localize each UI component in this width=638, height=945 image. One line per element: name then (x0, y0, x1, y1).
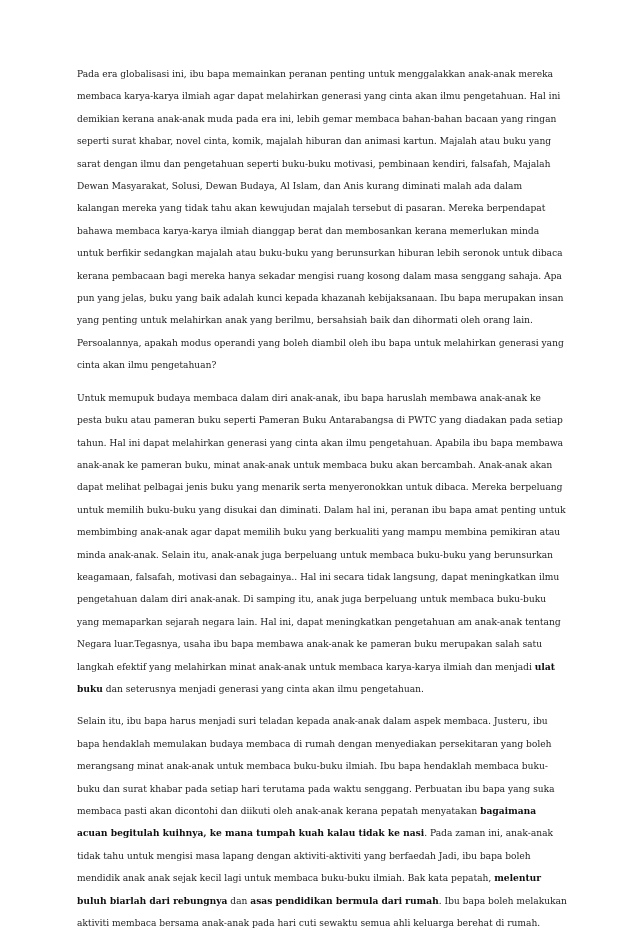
paragraph-text: Untuk memupuk budaya membaca dalam diri anak-anak, ibu bapa haruslah membawa anak-anak ke pesta buku atau pameran buku seperti Pameran Buku Antarabangsa di PWTC yang diadakan pada setiap tahun. Hal ini dapat melahirkan generasi yang cinta akan ilmu pengetahuan. Apabila ibu bapa membawa anak-anak ke pameran buku, minat anak-anak untuk membaca buku akan bercambah. Anak-anak akan dapat melihat pelbagai jenis buku yang menarik serta menyeronokkan untuk dibaca. Mereka berpeluang untuk memilih buku-buku yang disukai dan diminati. Dalam hal ini, peranan ibu bapa amat penting untuk membimbing anak-anak agar dapat memilih buku yang berkualiti yang mampu membina pemikiran atau minda anak-anak. Selain itu, anak-anak juga berpeluang untuk membaca buku-buku yang berunsurkan keagamaan, falsafah, motivasi dan sebagainya.. Hal ini secara tidak langsung, dapat meningkatkan ilmu pengetahuan dalam diri anak-anak. Di samping itu, anak juga berpeluang untuk membaca buku-buku yang memaparkan sejarah negara lain. Hal ini, dapat meningkatkan pengetahuan am anak-anak tentang Negara luar.Tegasnya, usaha ibu bapa membawa anak-anak ke pameran buku merupakan salah satu langkah efektif yang melahirkan minat anak-anak untuk membaca karya-karya ilmiah dan menjadi (77, 393, 566, 673)
paragraph-text: Pada era globalisasi ini, ibu bapa memainkan peranan penting untuk menggalakkan anak-anak mereka membaca karya-karya ilmiah agar dapat melahirkan generasi yang cinta akan ilmu pengetahuan. Hal ini demikian kerana anak-anak muda pada era ini, lebih gemar membaca bahan-bahan bacaan yang ringan seperti surat khabar, novel cinta, komik, majalah hiburan dan animasi kartun. Majalah atau buku yang sarat dengan ilmu dan pengetahuan seperti buku-buku motivasi, pembinaan kendiri, falsafah, Majalah Dewan Masyarakat, Solusi, Dewan Budaya, Al Islam, dan Anis kurang diminati malah ada dalam kalangan mereka yang tidak tahu akan kewujudan majalah tersebut di pasaran. Mereka berpendapat bahawa membaca karya-karya ilmiah dianggap berat dan membosankan kerana memerlukan minda untuk berfikir sedangkan majalah atau buku-buku yang berunsurkan hiburan lebih seronok untuk dibaca kerana pembacaan bagi mereka hanya sekadar mengisi ruang kosong dalam masa senggang sahaja. Apa pun yang jelas, buku yang baik adalah kunci kepada khazanah kebijaksanaan. Ibu bapa merupakan insan yang penting untuk melahirkan anak yang berilmu, bersahsiah baik dan dihormati oleh orang lain. Persoalannya, apakah modus operandi yang boleh diambil oleh ibu bapa untuk melahirkan generasi yang cinta akan ilmu pengetahuan? (77, 70, 564, 372)
paragraph-text: . Pada zaman ini, anak-anak tidak tahu untuk mengisi masa lapang dengan aktiviti-aktiviti yang berfaedah Jadi, ibu bapa boleh mendidik anak anak sejak kecil lagi untuk membaca buku-buku ilmiah. Bak kata pepatah, (77, 829, 554, 885)
bold-proverb: bagaimana acuan begitulah kuihnya, ke mana tumpah kuah kalau tidak ke nasi (77, 806, 537, 840)
paragraph-text: dan seterusnya menjadi generasi yang cinta akan ilmu pengetahuan. (102, 684, 424, 695)
paragraph-introduction (77, 64, 567, 378)
paragraph-text: Selain itu, ibu bapa harus menjadi suri teladan kepada anak-anak dalam aspek membaca. Justeru, ibu bapa hendaklah memulakan budaya membaca di rumah dengan menyediakan persekitaran yang boleh merangsang minat anak-anak untuk membaca buku-buku ilmiah. Ibu bapa hendaklah membaca buku-buku dan surat khabar pada setiap hari terutama pada waktu senggang. Perbuatan ibu bapa yang suka membaca pasti akan dicontohi dan diikuti oleh anak-anak kerana pepatah menyatakan (77, 717, 555, 817)
essay-body (77, 64, 567, 945)
paragraph-text: . Ibu bapa boleh melakukan aktiviti membaca bersama anak-anak pada hari cuti sewaktu semua ahli keluarga berehat di rumah. (77, 896, 567, 930)
bold-proverb: melentur buluh biarlah dari rebungnya (77, 873, 542, 907)
paragraph-book-fair (77, 388, 567, 702)
bold-proverb: asas pendidikan bermula dari rumah (250, 895, 439, 907)
paragraph-role-model (77, 711, 567, 935)
paragraph-text: dan (227, 896, 251, 907)
bold-phrase: ulat buku (77, 661, 555, 695)
